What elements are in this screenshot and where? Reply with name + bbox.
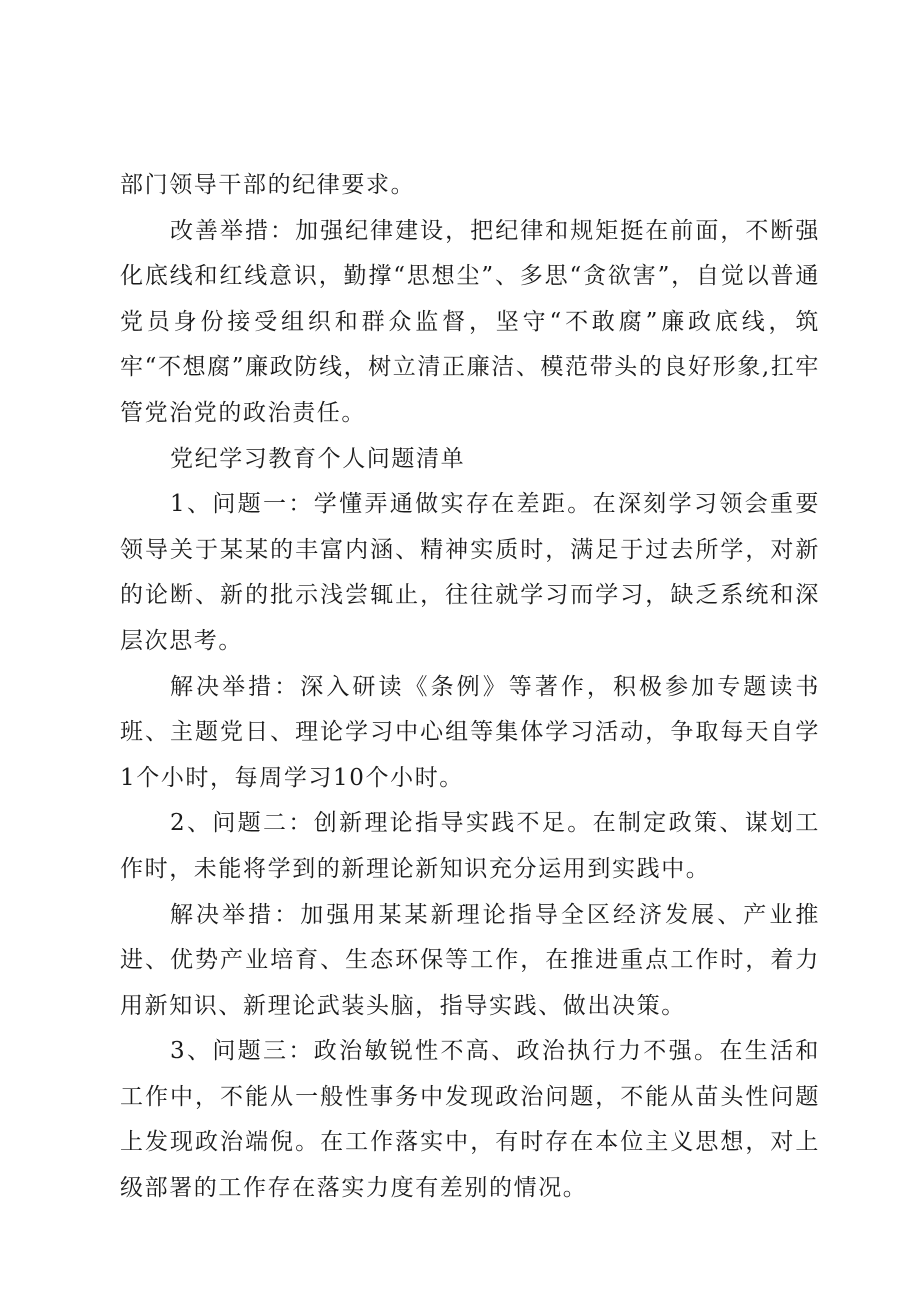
- paragraph-problem-2: 2、问题二：创新理论指导实践不足。在制定政策、谋划工作时，未能将学到的新理论新知识充分运用到实践中。: [120, 810, 820, 882]
- paragraph-solution-1: 解决举措：深入研读《条例》等著作，积极参加专题读书班、主题党日、理论学习中心组等集体学习活动，争取每天自学1个小时，每周学习10个小时。: [120, 673, 820, 791]
- paragraph-problem-3: 3、问题三：政治敏锐性不高、政治执行力不强。在生活和工作中，不能从一般性事务中发现政治问题，不能从苗头性问题上发现政治端倪。在工作落实中，有时存在本位主义思想，对上级部署的工作存在落实力度有差别的情况。: [120, 1038, 820, 1202]
- paragraph-problem-1: 1、问题一：学懂弄通做实存在差距。在深刻学习领会重要领导关于某某的丰富内涵、精神实质时，满足于过去所学，对新的论断、新的批示浅尝辄止，往往就学习而学习，缺乏系统和深层次思考。: [120, 491, 820, 654]
- paragraph-solution-2: 解决举措：加强用某某新理论指导全区经济发展、产业推进、优势产业培育、生态环保等工作，在推进重点工作时，着力用新知识、新理论武装头脑，指导实践、做出决策。: [120, 901, 820, 1019]
- paragraph-improvement-measures: 改善举措：加强纪律建设，把纪律和规矩挺在前面，不断强化底线和红线意识，勤撑“思想尘”、多思“贪欲害”，自觉以普通党员身份接受组织和群众监督，坚守“不敢腐”廉政底线，筑牢“不想腐”廉政防线，树立清正廉洁、模范带头的良好形象,扛牢管党治党的政治责任。: [120, 217, 820, 426]
- section-heading: 党纪学习教育个人问题清单: [170, 445, 466, 472]
- document-body: [120, 163, 820, 1212]
- paragraph-continuation: 部门领导干部的纪律要求。: [120, 172, 416, 198]
